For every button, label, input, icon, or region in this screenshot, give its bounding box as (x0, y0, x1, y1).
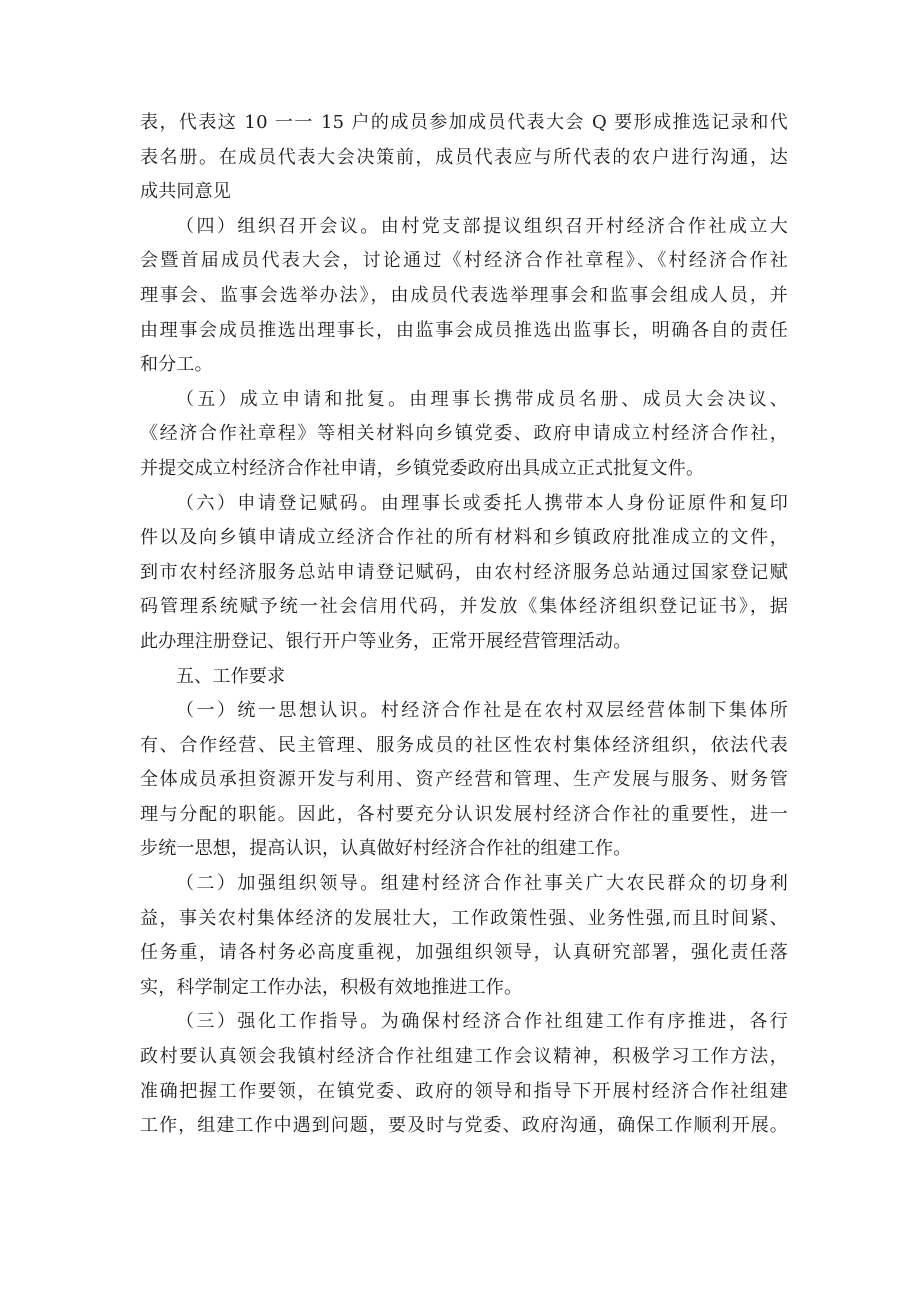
text-line: 有、合作经营、民主管理、服务成员的社区性农村集体经济组织，依法代表 (140, 734, 788, 756)
text-line: 由理事会成员推选出理事长，由监事会成员推选出监事长，明确各自的责任 (140, 319, 788, 341)
paragraph-requirement-1 (140, 694, 788, 867)
text-line: 《经济合作社章程》等相关材料向乡镇党委、政府申请成立村经济合作社， (140, 423, 788, 445)
heading-text: 五、工作要求 (176, 665, 286, 687)
text-line: 理事会、监事会选举办法》，由成员代表选举理事会和监事会组成人员，并 (140, 284, 788, 306)
text-line: 成共同意见 (140, 181, 231, 203)
text-line: 任务重，请各村务必高度重视，加强组织领导，认真研究部署，强化责任落 (140, 942, 788, 964)
paragraph-continuation (140, 106, 788, 210)
paragraph-item-5 (140, 383, 788, 487)
document-page (140, 106, 788, 1144)
text-line: 会暨首届成员代表大会，讨论通过《村经济合作社章程》、《村经济合作社 (140, 250, 788, 272)
text-line: 到市农村经济服务总站申请登记赋码，由农村经济服务总站通过国家登记赋 (140, 561, 788, 583)
text-line: 实，科学制定工作办法，积极有效地推进工作。 (140, 976, 523, 998)
text-line: （四）组织召开会议。由村党支部提议组织召开村经济合作社成立大 (176, 215, 788, 237)
text-line: 表，代表这 10 一一 15 户的成员参加成员代表大会 Q 要形成推选记录和代 (140, 112, 788, 133)
text-line: 并提交成立村经济合作社申请，乡镇党委政府出具成立正式批复文件。 (140, 457, 705, 479)
text-line: 步统一思想，提高认识，认真做好村经济合作社的组建工作。 (140, 838, 632, 860)
text-line: 表名册。在成员代表大会决策前，成员代表应与所代表的农户进行沟通，达 (140, 146, 788, 168)
text-line: 此办理注册登记、银行开户等业务，正常开展经营管理活动。 (140, 630, 632, 652)
paragraph-requirement-3 (140, 1005, 788, 1143)
text-line: 政村要认真领会我镇村经济合作社组建工作会议精神，积极学习工作方法， (140, 1046, 788, 1068)
text-line: 码管理系统赋予统一社会信用代码，并发放《集体经济组织登记证书》，据 (140, 596, 788, 618)
text-line: （六）申请登记赋码。由理事长或委托人携带本人身份证原件和复印 (176, 492, 788, 514)
text-line: （三）强化工作指导。为确保村经济合作社组建工作有序推进，各行 (176, 1011, 788, 1033)
text-line: 和分工。 (140, 354, 213, 376)
text-line: （二）加强组织领导。组建村经济合作社事关广大农民群众的切身利 (176, 873, 788, 895)
text-line: 全体成员承担资源开发与利用、资产经营和管理、生产发展与服务、财务管 (140, 769, 788, 791)
text-line: 理与分配的职能。因此，各村要充分认识发展村经济合作社的重要性，进一 (140, 803, 788, 825)
section-heading (140, 660, 788, 695)
paragraph-item-4 (140, 210, 788, 383)
paragraph-item-6 (140, 487, 788, 660)
text-line: 件以及向乡镇申请成立经济合作社的所有材料和乡镇政府批准成立的文件， (140, 527, 788, 549)
text-line: （五）成立申请和批复。由理事长携带成员名册、成员大会决议、 (176, 388, 788, 410)
text-line: （一）统一思想认识。村经济合作社是在农村双层经营体制下集体所 (176, 700, 788, 722)
text-line: 益，事关农村集体经济的发展壮大，工作政策性强、业务性强,而且时间紧、 (140, 907, 788, 929)
text-line: 准确把握工作要领，在镇党委、政府的领导和指导下开展村经济合作社组建 (140, 1080, 788, 1102)
paragraph-requirement-2 (140, 867, 788, 1005)
text-line: 工作，组建工作中遇到问题，要及时与党委、政府沟通，确保工作顺利开展。 (140, 1115, 788, 1137)
